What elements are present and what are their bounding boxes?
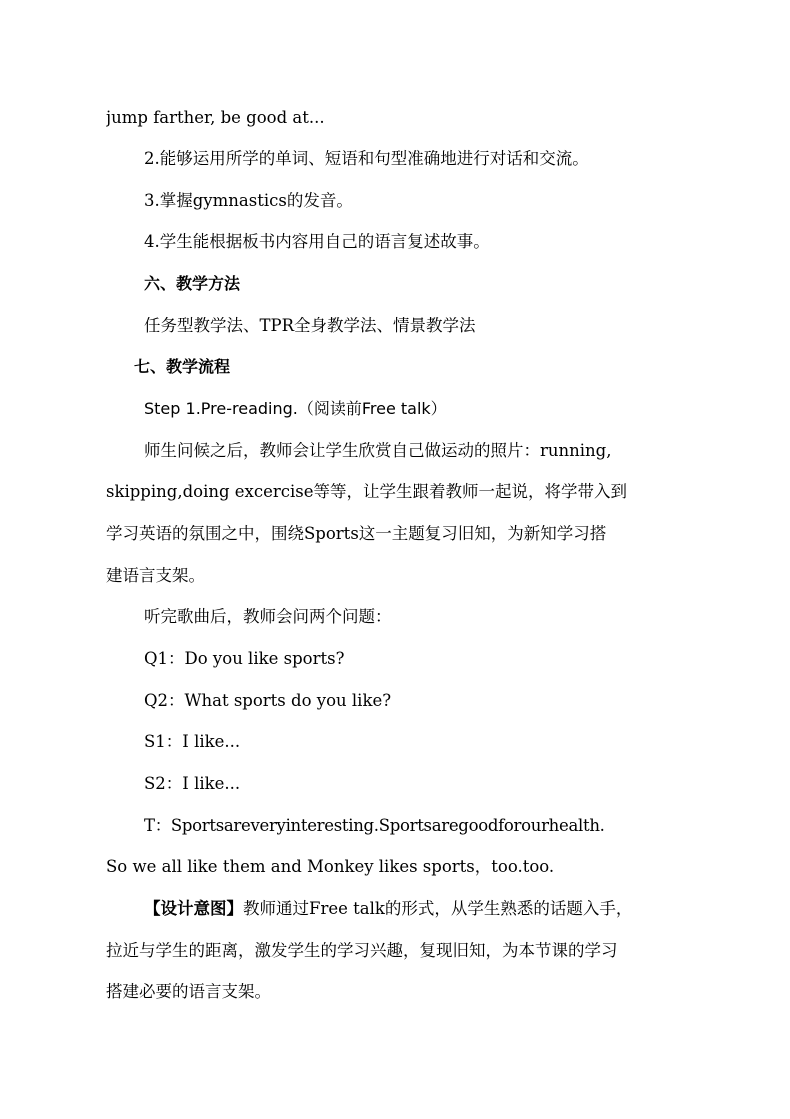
design-intent-text: 教师通过Free talk的形式，从学生熟悉的话题入手，	[243, 899, 633, 918]
design-intent-line-2: 拉近与学生的距离，激发学生的学习兴趣，复现旧知，为本节课的学习	[106, 941, 618, 960]
design-intent-line-3: 搭建必要的语言支架。	[106, 982, 271, 1001]
objective-2: 2.能够运用所学的单词、短语和句型准确地进行对话和交流。	[144, 149, 589, 168]
question-q1: Q1：Do you like sports?	[144, 649, 345, 668]
paragraph-line-3: 学习英语的氛围之中，围绕Sports这一主题复习旧知，为新知学习搭	[106, 524, 607, 543]
methods-text: 任务型教学法、TPR全身教学法、情景教学法	[144, 316, 476, 335]
question-q2: Q2：What sports do you like?	[144, 691, 392, 710]
paragraph-line-4: 建语言支架。	[106, 566, 205, 585]
design-intent-line-1	[144, 898, 764, 920]
step-1-heading: Step 1.Pre-reading.（阅读前Free talk）	[144, 399, 447, 418]
design-intent-label: 【设计意图】	[144, 899, 243, 918]
song-question-intro: 听完歌曲后，教师会问两个问题：	[144, 607, 392, 626]
teacher-line-1: T：Sportsareveryinteresting.Sportsaregoodforourhealth.	[144, 816, 605, 835]
teacher-line-2: So we all like them and Monkey likes sports，too.too.	[106, 857, 555, 876]
objective-3: 3.掌握gymnastics的发音。	[144, 191, 353, 210]
answer-s2: S2：I like...	[144, 774, 241, 793]
section-heading-process: 七、教学流程	[134, 357, 231, 376]
text-line-1: jump farther, be good at...	[106, 108, 325, 127]
paragraph-line-2: skipping,doing excercise等等，让学生跟着教师一起说，将学带入到	[106, 482, 627, 501]
paragraph-line-1: 师生问候之后，教师会让学生欣赏自己做运动的照片：running,	[144, 441, 612, 460]
objective-4: 4.学生能根据板书内容用自己的语言复述故事。	[144, 232, 490, 251]
answer-s1: S1：I like...	[144, 732, 241, 751]
section-heading-methods: 六、教学方法	[144, 274, 241, 293]
